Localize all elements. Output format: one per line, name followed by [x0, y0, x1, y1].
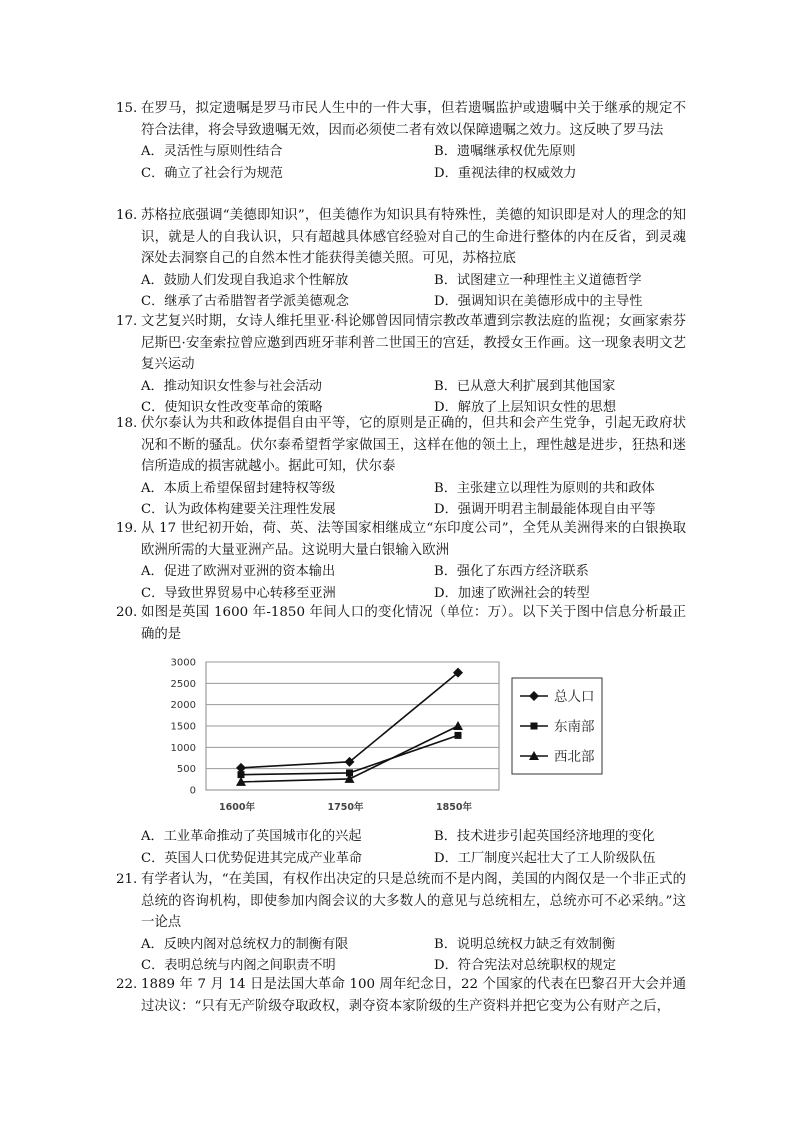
option-b[interactable]: B．技术进步引起英国经济地理的变化 [434, 829, 655, 844]
y-tick-label: 1000 [170, 742, 196, 754]
y-tick-label: 0 [189, 785, 196, 797]
option-d[interactable]: D．重视法律的权威效力 [434, 165, 577, 181]
options [141, 141, 686, 184]
option-a[interactable]: A．推动知识女性参与社会活动 [141, 378, 322, 394]
option-b[interactable]: B．主张建立以理性为原则的共和政体 [434, 480, 655, 496]
legend-marker [531, 723, 538, 730]
question-number: 20. [116, 605, 138, 620]
question-stem: 在罗马，拟定遗嘱是罗马市民人生中的一件大事，但若遗嘱监护或遗嘱中关于继承的规定不符合法律，将会导致遗嘱无效，因而必须使二者有效以保障遗嘱之效力。这反映了罗马法 [141, 101, 686, 138]
option-d[interactable]: D．强调知识在美德形成中的主导性 [434, 294, 643, 309]
options [141, 561, 686, 604]
option-b[interactable]: B．遗嘱继承权优先原则 [434, 144, 576, 159]
option-a[interactable]: A．本质上希望保留封建特权等级 [141, 480, 336, 496]
options [141, 270, 686, 313]
data-point [455, 732, 462, 739]
legend-label: 东南部 [554, 719, 595, 735]
question-number: 18. [116, 416, 138, 431]
option-d[interactable]: D．强调开明君主制最能体现自由平等 [434, 502, 656, 517]
population-chart [150, 650, 620, 820]
question-15 [116, 98, 686, 184]
y-tick-label: 2000 [170, 700, 196, 712]
option-b[interactable]: B．已从意大利扩展到其他国家 [434, 378, 616, 394]
option-d[interactable]: D．符合宪法对总统职权的规定 [434, 958, 617, 973]
options [141, 478, 686, 521]
option-c[interactable]: C．使知识女性改变革命的策略 [141, 400, 323, 415]
question-16 [116, 205, 686, 313]
question-21 [116, 869, 686, 977]
legend-label: 总人口 [554, 689, 595, 705]
option-a[interactable]: A．工业革命推动了英国城市化的兴起 [141, 829, 362, 844]
question-20 [116, 602, 686, 645]
option-c[interactable]: C．认为政体构建要关注理性发展 [141, 502, 336, 517]
question-stem: 有学者认为，“在美国，有权作出决定的只是总统而不是内阁，美国的内阁仅是一个非正式的总统的咨询机构，即使参加内阁会议的大多数人的意见与总统相左，总统亦可不必采纳。”这一论点 [141, 872, 686, 930]
question-18 [116, 413, 686, 521]
option-d[interactable]: D．工厂制度兴起壮大了工人阶级队伍 [434, 850, 656, 866]
question-stem: 苏格拉底强调“美德即知识”，但美德作为知识具有特殊性，美德的知识即是对人的理念的知识，就是人的自我认识，只有超越具体感官经验对自己的生命进行整体的内在反省，到灵魂深处去洞察自己的自然本性才能获得美德关照。可见，苏格拉底 [141, 208, 686, 266]
option-c[interactable]: C．英国人口优势促进其完成产业革命 [141, 850, 363, 866]
question-17 [116, 311, 686, 419]
option-d[interactable]: D．加速了欧洲社会的转型 [434, 585, 590, 601]
question-stem: 从 17 世纪初开始，荷、英、法等国家相继成立“东印度公司”，全凭从美洲得来的白银换取欧洲所需的大量亚洲产品。这说明大量白银输入欧洲 [141, 521, 686, 558]
option-a[interactable]: A．灵活性与原则性结合 [141, 144, 283, 159]
y-tick-label: 1500 [170, 721, 196, 733]
option-c[interactable]: C．表明总统与内阁之间职责不明 [141, 958, 336, 973]
question-number: 16. [116, 208, 138, 223]
question-number: 22. [116, 977, 138, 992]
option-c[interactable]: C．确立了社会行为规范 [141, 165, 283, 181]
option-b[interactable]: B．试图建立一种理性主义道德哲学 [434, 272, 642, 288]
options [141, 934, 686, 977]
option-c[interactable]: C．导致世界贸易中心转移至亚洲 [141, 585, 336, 601]
question-number: 21. [116, 872, 138, 887]
y-tick-label: 500 [176, 764, 196, 776]
question-stem: 如图是英国 1600 年-1850 年间人口的变化情况（单位：万）。以下关于图中信息分析最正确的是 [141, 605, 686, 642]
question-19 [116, 518, 686, 604]
x-tick-label: 1850年 [436, 802, 472, 813]
y-tick-label: 2500 [170, 678, 196, 690]
population-line-chart [150, 650, 620, 820]
options [141, 826, 686, 869]
option-d[interactable]: D．解放了上层知识女性的思想 [434, 400, 617, 415]
option-b[interactable]: B．强化了东西方经济联系 [434, 564, 589, 579]
question-stem: 文艺复兴时期，女诗人维托里亚·科论娜曾因同情宗教改革遭到宗教法庭的监视；女画家索芬尼斯巴·安奎索拉曾应邀到西班牙菲利普二世国王的宫廷，教授女王作画。这一现象表明文艺复兴运动 [141, 314, 686, 372]
x-tick-label: 1750年 [327, 802, 364, 813]
option-a[interactable]: A．鼓励人们发现自我追求个性解放 [141, 272, 349, 288]
option-b[interactable]: B．说明总统权力缺乏有效制衡 [434, 936, 616, 952]
option-a[interactable]: A．反映内阁对总统权力的制衡有限 [141, 936, 349, 952]
question-stem: 1889 年 7 月 14 日是法国大革命 100 周年纪念日，22 个国家的代表在巴黎召开大会并通过决议：“只有无产阶级夺取政权，剥夺资本家阶级的生产资料并把它变为公有财产之后， [141, 977, 686, 1014]
question-22 [116, 974, 686, 1017]
question-number: 19. [116, 521, 138, 536]
question-number: 17. [116, 314, 138, 329]
x-tick-label: 1600年 [219, 802, 255, 813]
y-tick-label: 3000 [170, 657, 196, 669]
option-c[interactable]: C．继承了古希腊智者学派美德观念 [141, 294, 349, 309]
question-20-options [116, 826, 686, 869]
question-number: 15. [116, 101, 138, 116]
question-stem: 伏尔泰认为共和政体提倡自由平等，它的原则是正确的，但共和会产生党争，引起无政府状况和不断的骚乱。伏尔泰希望哲学家做国王，这样在他的领土上，理性越是进步，狂热和迷信所造成的损害就越小。据此可知，伏尔泰 [141, 416, 686, 474]
legend-label: 西北部 [554, 749, 595, 765]
option-a[interactable]: A．促进了欧洲对亚洲的资本输出 [141, 564, 336, 579]
